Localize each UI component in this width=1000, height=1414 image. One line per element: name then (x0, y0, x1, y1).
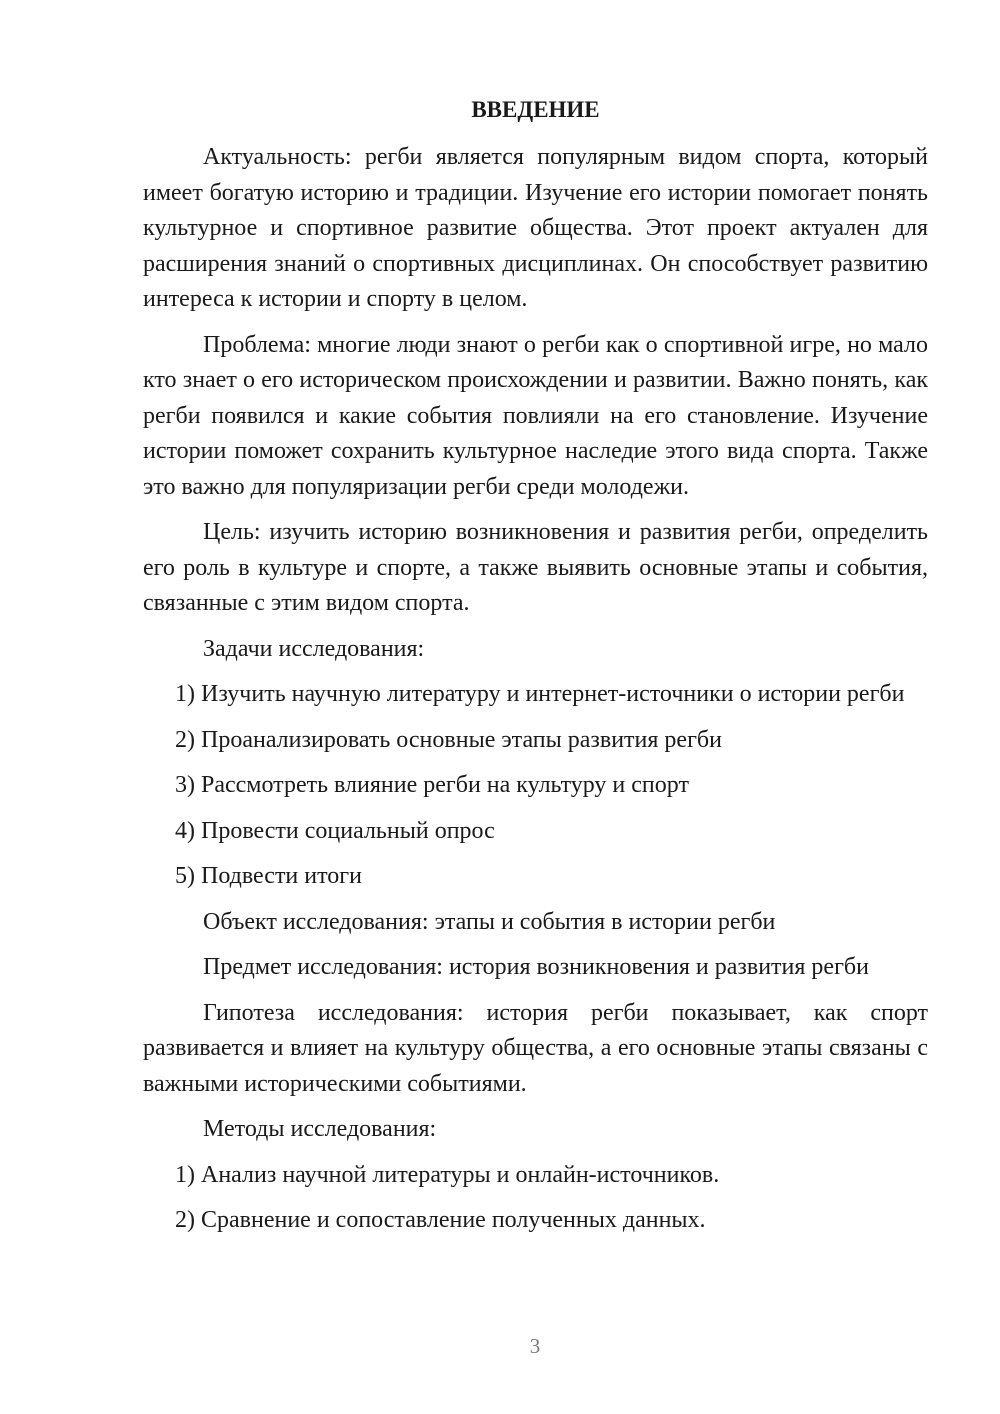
relevance-paragraph: Актуальность: регби является популярным видом спорта, который имеет богатую историю и традиции. Изучение его истории помогает понять культурное и спортивное развитие общества. Этот проект актуален для расширения знаний о спортивных дисциплинах. Он способствует развитию интереса к истории и спорту в целом. (143, 144, 928, 312)
page-number: 3 (529, 1334, 541, 1358)
object-paragraph: Объект исследования: этапы и события в истории регби (203, 908, 776, 935)
subject-paragraph: Предмет исследования: история возникновения и развития регби (203, 954, 869, 980)
method-item: 2) Сравнение и сопоставление полученных данных. (175, 1207, 706, 1233)
task-item: 3) Рассмотреть влияние регби на культуру и спорт (175, 772, 689, 798)
task-item: 4) Провести социальный опрос (175, 817, 495, 844)
section-heading: ВВЕДЕНИЕ (471, 97, 600, 122)
goal-paragraph: Цель: изучить историю возникновения и развития регби, определить его роль в культуре и спорте, а также выявить основные этапы и события, связанные с этим видом спорта. (143, 519, 928, 616)
task-item: 2) Проанализировать основные этапы развития регби (175, 726, 722, 753)
method-item: 1) Анализ научной литературы и онлайн-источников. (175, 1161, 720, 1188)
problem-paragraph: Проблема: многие люди знают о регби как о спортивной игре, но мало кто знает о его историческом происхождении и развитии. Важно понять, как регби появился и какие события повлияли на его становление. Изучение истории поможет сохранить культурное наследие этого вида спорта. Также это важно для популяризации регби среди молодежи. (143, 331, 928, 500)
task-item: 5) Подвести итоги (175, 863, 362, 889)
hypothesis-paragraph: Гипотеза исследования: история регби показывает, как спорт развивается и влияет на культуру общества, а его основные этапы связаны с важными историческими событиями. (143, 999, 928, 1097)
page-content (143, 92, 928, 1249)
task-item: 1) Изучить научную литературу и интернет-источники о истории регби (175, 681, 905, 707)
methods-title: Методы исследования: (203, 1116, 437, 1142)
tasks-title: Задачи исследования: (203, 635, 425, 662)
